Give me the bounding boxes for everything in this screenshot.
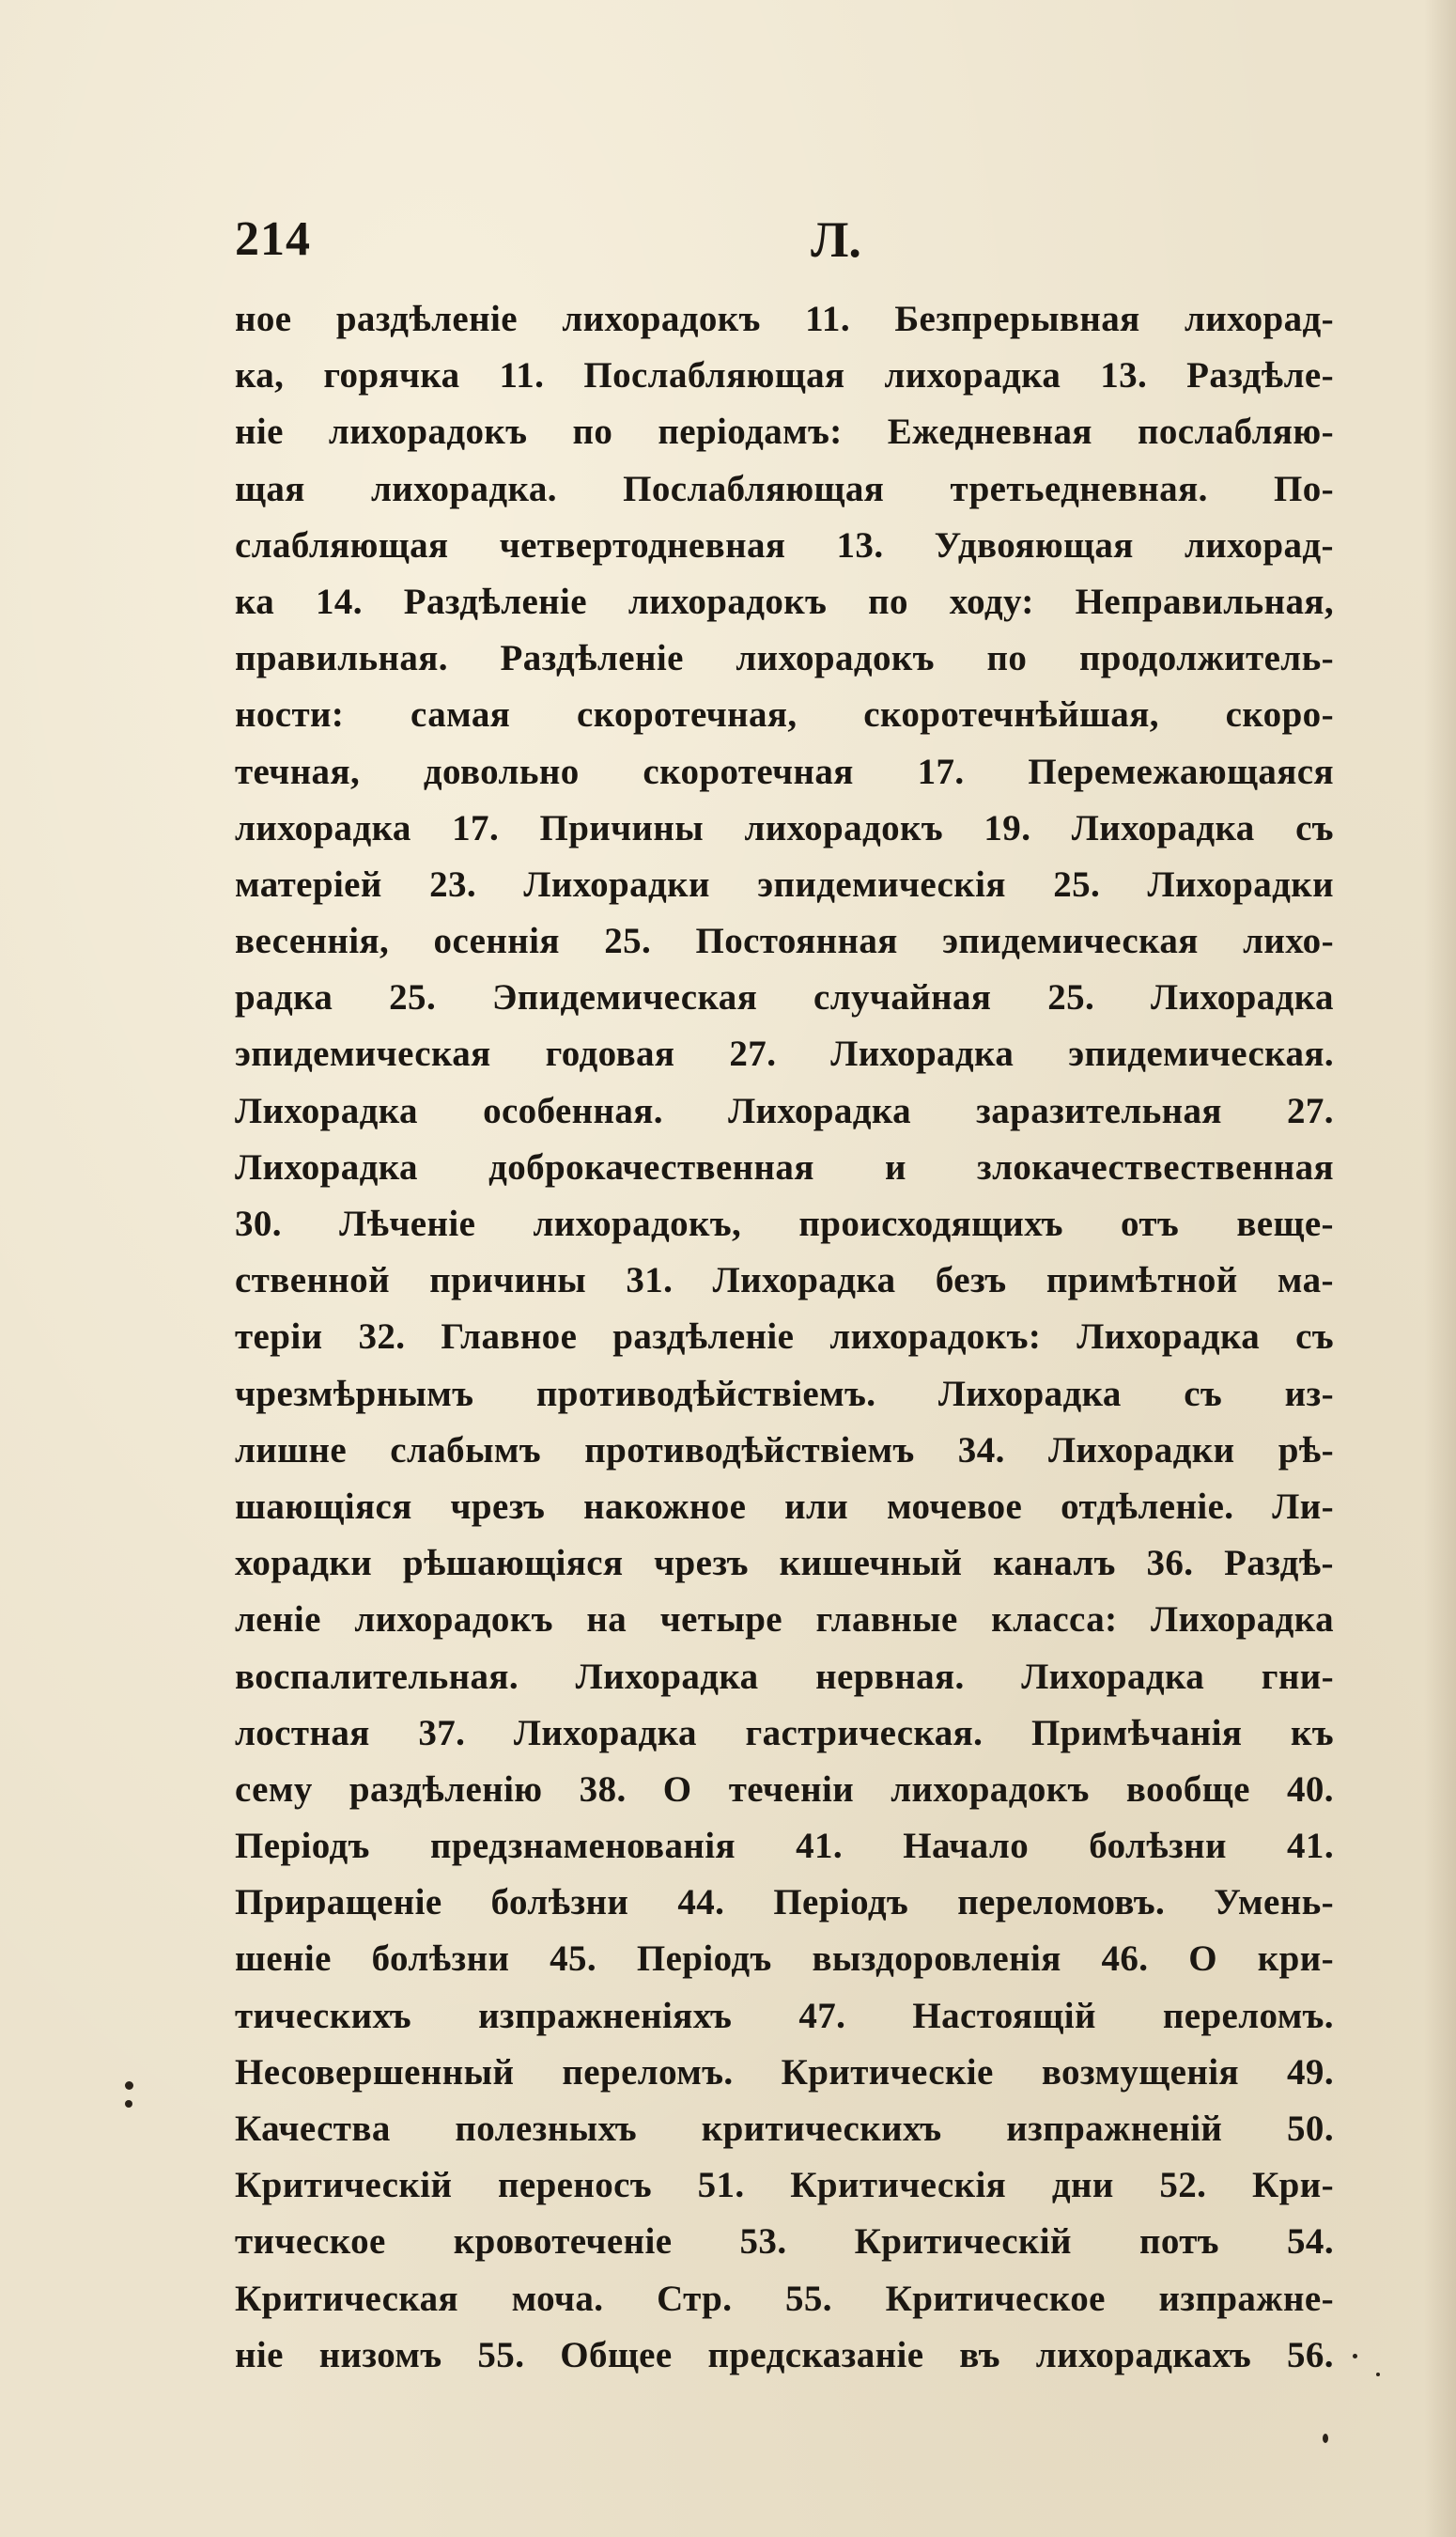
word: теченіи bbox=[728, 1768, 855, 1810]
word: и bbox=[885, 1146, 906, 1188]
word: Лихорадка bbox=[235, 1146, 418, 1188]
word: Раздѣленіе bbox=[403, 581, 587, 622]
word: отъ bbox=[1121, 1204, 1180, 1244]
word: слабымъ bbox=[390, 1429, 542, 1471]
word: слабляющая bbox=[235, 524, 449, 566]
text-line bbox=[235, 1988, 1334, 2045]
text-line bbox=[235, 744, 1334, 801]
word: Неправильная, bbox=[1075, 581, 1334, 622]
text-line bbox=[235, 518, 1334, 574]
word: 44. bbox=[677, 1882, 725, 1923]
word: лихорадокъ: bbox=[829, 1316, 1042, 1358]
word: третьедневная. bbox=[950, 468, 1208, 509]
word: Постоянная bbox=[695, 921, 898, 962]
text-line bbox=[235, 857, 1334, 913]
word: гни- bbox=[1261, 1656, 1334, 1697]
word: Критическая bbox=[235, 2278, 459, 2319]
word: ніе bbox=[235, 412, 284, 453]
word: 50. bbox=[1287, 2109, 1334, 2149]
word: 53. bbox=[739, 2221, 787, 2263]
word: Стр. bbox=[657, 2278, 733, 2319]
word: весеннія, bbox=[235, 921, 390, 962]
word: скоротечная, bbox=[576, 694, 798, 736]
word: на bbox=[586, 1599, 627, 1641]
ink-speck bbox=[125, 2081, 133, 2090]
word: скоротечная bbox=[643, 751, 854, 792]
word: воспалительная. bbox=[235, 1656, 519, 1697]
word: Ежедневная bbox=[887, 412, 1092, 453]
word: Лихорадки bbox=[1047, 1429, 1235, 1471]
text-line bbox=[235, 687, 1334, 743]
word: моча. bbox=[511, 2278, 604, 2319]
word: 36. bbox=[1146, 1543, 1194, 1584]
word: злокачествественная bbox=[977, 1146, 1334, 1188]
word: 27. bbox=[1287, 1090, 1334, 1131]
text-line bbox=[235, 630, 1334, 687]
word: радка bbox=[235, 977, 333, 1019]
word: критическихъ bbox=[701, 2109, 942, 2149]
word: дни bbox=[1051, 2165, 1114, 2206]
word: горячка bbox=[323, 355, 460, 397]
word: каналъ bbox=[993, 1543, 1116, 1584]
word: Приращеніе bbox=[235, 1882, 442, 1923]
text-line bbox=[235, 801, 1334, 857]
word: лихорадокъ bbox=[627, 581, 828, 622]
word: лихорадокъ bbox=[736, 638, 935, 679]
word: 51. bbox=[697, 2165, 745, 2206]
word: 41. bbox=[1287, 1826, 1334, 1867]
word: Раздѣленіе bbox=[500, 638, 684, 679]
word: лихорадка bbox=[235, 807, 411, 848]
text-line bbox=[235, 1479, 1334, 1535]
word: 11. bbox=[805, 299, 850, 339]
word: къ bbox=[1290, 1712, 1334, 1753]
word: Лѣченіе bbox=[339, 1204, 476, 1244]
word: Лихорадка bbox=[1151, 977, 1334, 1019]
section-letter: Л. bbox=[811, 211, 861, 268]
page-number: 214 bbox=[235, 212, 311, 266]
word: правильная. bbox=[235, 638, 448, 679]
word: кровотеченіе bbox=[453, 2221, 673, 2263]
word: Критическіе bbox=[781, 2051, 994, 2093]
word: въ bbox=[959, 2334, 1000, 2375]
text-line bbox=[235, 2271, 1334, 2327]
word: Лихорадка bbox=[830, 1034, 1015, 1075]
word: Критическія bbox=[790, 2165, 1007, 2206]
word: 13. bbox=[1100, 355, 1148, 397]
word: тическихъ bbox=[235, 1995, 412, 2036]
word: кишечный bbox=[779, 1543, 963, 1584]
text-line bbox=[235, 1649, 1334, 1705]
word: Раздѣле- bbox=[1186, 355, 1334, 397]
text-line bbox=[235, 1026, 1334, 1082]
text-line bbox=[235, 1196, 1334, 1253]
word: шеніе bbox=[235, 1938, 332, 1980]
word: четыре bbox=[659, 1599, 782, 1641]
word: чрезъ bbox=[654, 1543, 749, 1584]
word: лихорадка bbox=[884, 355, 1061, 397]
word: лихорад- bbox=[1185, 299, 1334, 339]
word: Лихорадка bbox=[728, 1090, 912, 1131]
word: 46. bbox=[1101, 1938, 1149, 1980]
word: скоротечнѣйшая, bbox=[863, 694, 1159, 736]
text-line bbox=[235, 2045, 1334, 2101]
text-line bbox=[235, 1535, 1334, 1592]
word: 25. bbox=[1053, 864, 1101, 905]
word: выздоровленія bbox=[812, 1938, 1061, 1980]
word: по bbox=[572, 412, 613, 453]
ink-speck bbox=[1353, 2354, 1357, 2358]
word: класса: bbox=[991, 1599, 1118, 1641]
ink-speck bbox=[1323, 2434, 1328, 2443]
word: Общее bbox=[560, 2334, 673, 2375]
word: ка bbox=[235, 581, 275, 622]
word: мочевое bbox=[887, 1486, 1023, 1527]
word: Примѣчанія bbox=[1030, 1712, 1243, 1753]
word: 52. bbox=[1159, 2165, 1207, 2206]
word: лихорадокъ bbox=[562, 299, 761, 339]
text-line bbox=[235, 1592, 1334, 1648]
word: Начало bbox=[903, 1826, 1030, 1867]
word: 23. bbox=[429, 864, 477, 905]
text-line bbox=[235, 1818, 1334, 1875]
word: отдѣленіе. bbox=[1061, 1486, 1234, 1527]
page-edge-shadow bbox=[1424, 0, 1456, 2537]
word: ка, bbox=[235, 355, 285, 397]
word: предзнаменованія bbox=[429, 1826, 736, 1867]
word: ности: bbox=[235, 694, 345, 736]
text-line bbox=[235, 913, 1334, 970]
word: Раздѣ- bbox=[1224, 1543, 1334, 1584]
word: лостная bbox=[235, 1712, 370, 1753]
word: 11. bbox=[499, 355, 545, 397]
word: болѣзни bbox=[371, 1938, 510, 1980]
word: Лихорадка bbox=[1151, 1599, 1334, 1641]
text-line bbox=[235, 461, 1334, 518]
text-line bbox=[235, 1140, 1334, 1196]
word: Лихорадка bbox=[1071, 807, 1255, 848]
word: Эпидемическая bbox=[491, 977, 758, 1019]
word: хорадки bbox=[235, 1543, 373, 1584]
word: 55. bbox=[477, 2334, 525, 2375]
text-line bbox=[235, 1875, 1334, 1931]
word: происходящихъ bbox=[798, 1204, 1063, 1244]
word: примѣтной bbox=[1046, 1260, 1238, 1301]
word: годовая bbox=[545, 1034, 675, 1075]
word: періодамъ: bbox=[658, 412, 843, 453]
text-line bbox=[235, 1931, 1334, 1987]
word: веще- bbox=[1236, 1204, 1334, 1244]
word: 54. bbox=[1287, 2221, 1334, 2263]
word: лихорадокъ bbox=[328, 412, 528, 453]
word: 17. bbox=[452, 807, 500, 848]
word: изпражненіяхъ bbox=[478, 1995, 733, 2036]
word: 47. bbox=[798, 1995, 846, 2036]
word: Періодъ bbox=[235, 1826, 370, 1867]
word: противодѣйствіемъ bbox=[584, 1429, 915, 1471]
word: 25. bbox=[1047, 977, 1095, 1019]
word: Главное bbox=[441, 1316, 578, 1358]
word: матеріей bbox=[235, 864, 382, 905]
word: изпражненій bbox=[1006, 2109, 1223, 2149]
ink-speck bbox=[125, 2100, 132, 2108]
word: заразительная bbox=[976, 1090, 1222, 1131]
text-line bbox=[235, 404, 1334, 460]
text-line bbox=[235, 1423, 1334, 1479]
text-line bbox=[235, 2157, 1334, 2214]
word: Лихорадки bbox=[1147, 864, 1334, 905]
word: вообще bbox=[1125, 1768, 1250, 1810]
text-line bbox=[235, 970, 1334, 1026]
word: продолжитель- bbox=[1078, 638, 1334, 679]
word: послабляю- bbox=[1138, 412, 1334, 453]
word: возмущенія bbox=[1041, 2051, 1239, 2093]
word: по bbox=[986, 638, 1028, 679]
word: гастрическая. bbox=[745, 1712, 984, 1753]
word: Критическое bbox=[885, 2278, 1106, 2319]
word: Перемежающаяся bbox=[1028, 751, 1334, 792]
word: Послабляющая bbox=[583, 355, 845, 397]
word: Лихорадка bbox=[712, 1260, 896, 1301]
word: ное bbox=[235, 299, 292, 339]
word: скоро- bbox=[1225, 694, 1334, 736]
word: ма- bbox=[1277, 1260, 1334, 1301]
word: рѣ- bbox=[1278, 1429, 1334, 1471]
word: противодѣйствіемъ. bbox=[535, 1373, 876, 1414]
word: съ bbox=[1184, 1373, 1223, 1414]
word: переносъ bbox=[497, 2165, 652, 2206]
text-line bbox=[235, 2101, 1334, 2157]
word: ходу: bbox=[949, 581, 1034, 622]
text-line bbox=[235, 1083, 1334, 1140]
word: эпидемическія bbox=[757, 864, 1006, 905]
index-text-block bbox=[235, 291, 1334, 2384]
word: болѣзни bbox=[490, 1882, 629, 1923]
word: лихорадокъ, bbox=[533, 1204, 742, 1244]
word: эпидемическая bbox=[942, 921, 1199, 962]
word: 49. bbox=[1287, 2051, 1334, 2093]
word: раздѣленіе bbox=[612, 1316, 795, 1358]
text-line bbox=[235, 291, 1334, 348]
word: лихорадка. bbox=[370, 468, 557, 509]
word: 27. bbox=[729, 1034, 777, 1075]
word: съ bbox=[1295, 1316, 1334, 1358]
running-header bbox=[235, 207, 1334, 272]
text-line bbox=[235, 1366, 1334, 1423]
word: съ bbox=[1295, 807, 1334, 848]
word: Несовершенный bbox=[235, 2051, 515, 2093]
word: изпражне- bbox=[1158, 2278, 1334, 2319]
word: Безпрерывная bbox=[894, 299, 1140, 339]
word: четвертодневная bbox=[499, 524, 786, 566]
word: рѣшающіяся bbox=[402, 1543, 624, 1584]
word: безъ bbox=[935, 1260, 1007, 1301]
word: главные bbox=[815, 1599, 958, 1641]
word: Удвояющая bbox=[934, 524, 1134, 566]
word: Ли- bbox=[1272, 1486, 1334, 1527]
text-line bbox=[235, 1762, 1334, 1818]
word: Кри- bbox=[1251, 2165, 1334, 2206]
word: переломъ. bbox=[562, 2051, 734, 2093]
word: Лихорадка bbox=[575, 1656, 759, 1697]
word: леніе bbox=[235, 1599, 321, 1641]
word: 41. bbox=[796, 1826, 844, 1867]
word: щая bbox=[235, 468, 305, 509]
word: низомъ bbox=[318, 2334, 442, 2375]
word: шающіяся bbox=[235, 1486, 412, 1527]
text-line bbox=[235, 348, 1334, 404]
word: 37. bbox=[418, 1712, 466, 1753]
word: переломовъ. bbox=[957, 1882, 1166, 1923]
word: лихорадокъ bbox=[744, 807, 944, 848]
word: переломъ. bbox=[1162, 1995, 1334, 2036]
word: чрезмѣрнымъ bbox=[235, 1373, 474, 1414]
word: 25. bbox=[389, 977, 437, 1019]
word: раздѣленію bbox=[349, 1768, 543, 1810]
word: 45. bbox=[550, 1938, 597, 1980]
word: 14. bbox=[316, 581, 363, 622]
word: доброкачественная bbox=[488, 1146, 814, 1188]
word: нервная. bbox=[815, 1656, 965, 1697]
word: Періодъ bbox=[636, 1938, 772, 1980]
word: лихорадокъ bbox=[891, 1768, 1090, 1810]
word: полезныхъ bbox=[455, 2109, 638, 2149]
word: довольно bbox=[423, 751, 580, 792]
word: эпидемическая bbox=[235, 1034, 491, 1075]
word: 19. bbox=[984, 807, 1031, 848]
word: случайная bbox=[813, 977, 992, 1019]
word: лишне bbox=[235, 1429, 348, 1471]
word: 32. bbox=[358, 1316, 406, 1358]
text-line bbox=[235, 1253, 1334, 1309]
word: кри- bbox=[1257, 1938, 1334, 1980]
word: теріи bbox=[235, 1316, 323, 1358]
word: предсказаніе bbox=[707, 2334, 924, 2375]
word: чрезъ bbox=[450, 1486, 546, 1527]
word: Лихорадки bbox=[523, 864, 710, 905]
word: 13. bbox=[836, 524, 884, 566]
word: Лихорадка bbox=[513, 1712, 697, 1753]
word: 31. bbox=[626, 1260, 674, 1301]
word: из- bbox=[1284, 1373, 1334, 1414]
word: по bbox=[868, 581, 908, 622]
word: лихорадкахъ bbox=[1035, 2334, 1252, 2375]
word: По- bbox=[1273, 468, 1334, 509]
text-line bbox=[235, 2327, 1334, 2384]
word: 38. bbox=[579, 1768, 627, 1810]
word: накожное bbox=[583, 1486, 747, 1527]
word: 25. bbox=[604, 921, 652, 962]
word: течная, bbox=[235, 751, 361, 792]
word: эпидемическая. bbox=[1068, 1034, 1334, 1075]
word: Умень- bbox=[1214, 1882, 1334, 1923]
word: лихорад- bbox=[1184, 524, 1334, 566]
text-line bbox=[235, 1705, 1334, 1762]
word: болѣзни bbox=[1089, 1826, 1227, 1867]
word: Качества bbox=[235, 2109, 391, 2149]
word: 40. bbox=[1286, 1768, 1334, 1810]
word: лихорадокъ bbox=[354, 1599, 553, 1641]
word: осеннія bbox=[433, 921, 560, 962]
text-line bbox=[235, 574, 1334, 630]
word: Лихорадка bbox=[1077, 1316, 1261, 1358]
word: О bbox=[1188, 1938, 1217, 1980]
word: Лихорадка bbox=[937, 1373, 1122, 1414]
word: Критическій bbox=[235, 2165, 453, 2206]
text-line bbox=[235, 2214, 1334, 2270]
word: тическое bbox=[235, 2221, 386, 2263]
word: О bbox=[662, 1768, 692, 1810]
word: лихо- bbox=[1243, 921, 1334, 962]
word: 56. bbox=[1286, 2334, 1334, 2375]
word: причины bbox=[429, 1260, 587, 1301]
word: 17. bbox=[917, 751, 965, 792]
word: Лихорадка bbox=[235, 1090, 418, 1131]
word: Лихорадка bbox=[1021, 1656, 1205, 1697]
word: Настоящій bbox=[912, 1995, 1096, 2036]
word: 55. bbox=[785, 2278, 832, 2319]
word: потъ bbox=[1138, 2221, 1219, 2263]
word: сему bbox=[235, 1768, 313, 1810]
word: Критическій bbox=[854, 2221, 1072, 2263]
word: Періодъ bbox=[773, 1882, 909, 1923]
word: Послабляющая bbox=[623, 468, 885, 509]
word: ственной bbox=[235, 1260, 390, 1301]
text-line bbox=[235, 1309, 1334, 1365]
word: раздѣленіе bbox=[335, 299, 518, 339]
word: 30. bbox=[235, 1204, 282, 1244]
word: самая bbox=[410, 694, 511, 736]
word: Причины bbox=[539, 807, 705, 848]
ink-speck bbox=[1376, 2373, 1380, 2376]
word: особенная. bbox=[483, 1090, 663, 1131]
word: 34. bbox=[957, 1429, 1005, 1471]
word: или bbox=[784, 1486, 849, 1527]
word: ніе bbox=[235, 2334, 284, 2375]
